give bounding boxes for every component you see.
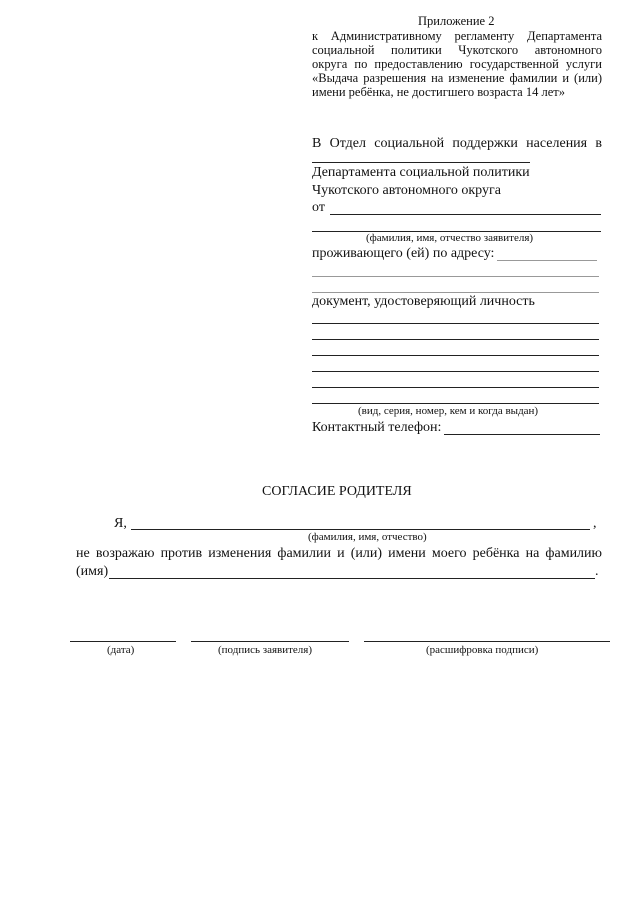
phone-label: Контактный телефон: <box>312 420 442 435</box>
i-label: Я, <box>114 516 127 531</box>
regulation-line: социальной политики Чукотского автономного <box>312 43 602 57</box>
regulation-line: «Выдача разрешения на изменение фамилии и (или) <box>312 71 602 85</box>
signature-decode-field[interactable] <box>364 641 610 642</box>
addressee-blank-line[interactable] <box>312 162 530 163</box>
date-caption: (дата) <box>107 644 135 656</box>
fio-comma: , <box>593 516 597 531</box>
name-label: (имя) <box>76 564 109 579</box>
id-doc-field-2[interactable] <box>312 339 599 340</box>
id-doc-field-6[interactable] <box>312 403 599 404</box>
consent-title: СОГЛАСИЕ РОДИТЕЛЯ <box>262 484 412 499</box>
addressee-line-3: Чукотского автономного округа <box>312 183 501 198</box>
phone-field[interactable] <box>444 434 600 435</box>
from-label: от <box>312 200 325 215</box>
addressee-line-2: Департамента социальной политики <box>312 165 530 180</box>
name-period: . <box>595 564 599 579</box>
signature-field[interactable] <box>191 641 349 642</box>
id-doc-field-3[interactable] <box>312 355 599 356</box>
new-name-field[interactable] <box>109 578 595 579</box>
date-field[interactable] <box>70 641 176 642</box>
appendix-title: Приложение 2 <box>418 14 495 28</box>
signature-decode-caption: (расшифровка подписи) <box>426 644 539 656</box>
regulation-line: имени ребёнка, не достигшего возраста 14 лет» <box>312 85 565 99</box>
address-field-2[interactable] <box>312 276 599 277</box>
parent-fio-caption: (фамилия, имя, отчество) <box>308 531 427 543</box>
consent-text: не возражаю против изменения фамилии и (или) имени моего ребёнка на фамилию <box>76 546 602 561</box>
id-doc-field-5[interactable] <box>312 387 599 388</box>
applicant-fio-caption: (фамилия, имя, отчество заявителя) <box>366 232 534 244</box>
id-doc-caption: (вид, серия, номер, кем и когда выдан) <box>358 405 539 417</box>
id-doc-field-4[interactable] <box>312 371 599 372</box>
address-field-3[interactable] <box>312 292 599 293</box>
id-doc-label: документ, удостоверяющий личность <box>312 294 535 309</box>
address-label: проживающего (ей) по адресу: <box>312 246 495 261</box>
regulation-line: округа по предоставлению государственной услуги <box>312 57 602 71</box>
address-field[interactable] <box>497 260 597 261</box>
regulation-reference <box>312 29 602 99</box>
addressee-line-1: В Отдел социальной поддержки населения в <box>312 136 602 151</box>
signature-caption: (подпись заявителя) <box>218 644 313 656</box>
regulation-line: к Административному регламенту Департамента <box>312 29 602 43</box>
from-fio-field[interactable] <box>330 214 601 215</box>
parent-fio-field[interactable] <box>131 529 590 530</box>
id-doc-field-1[interactable] <box>312 323 599 324</box>
